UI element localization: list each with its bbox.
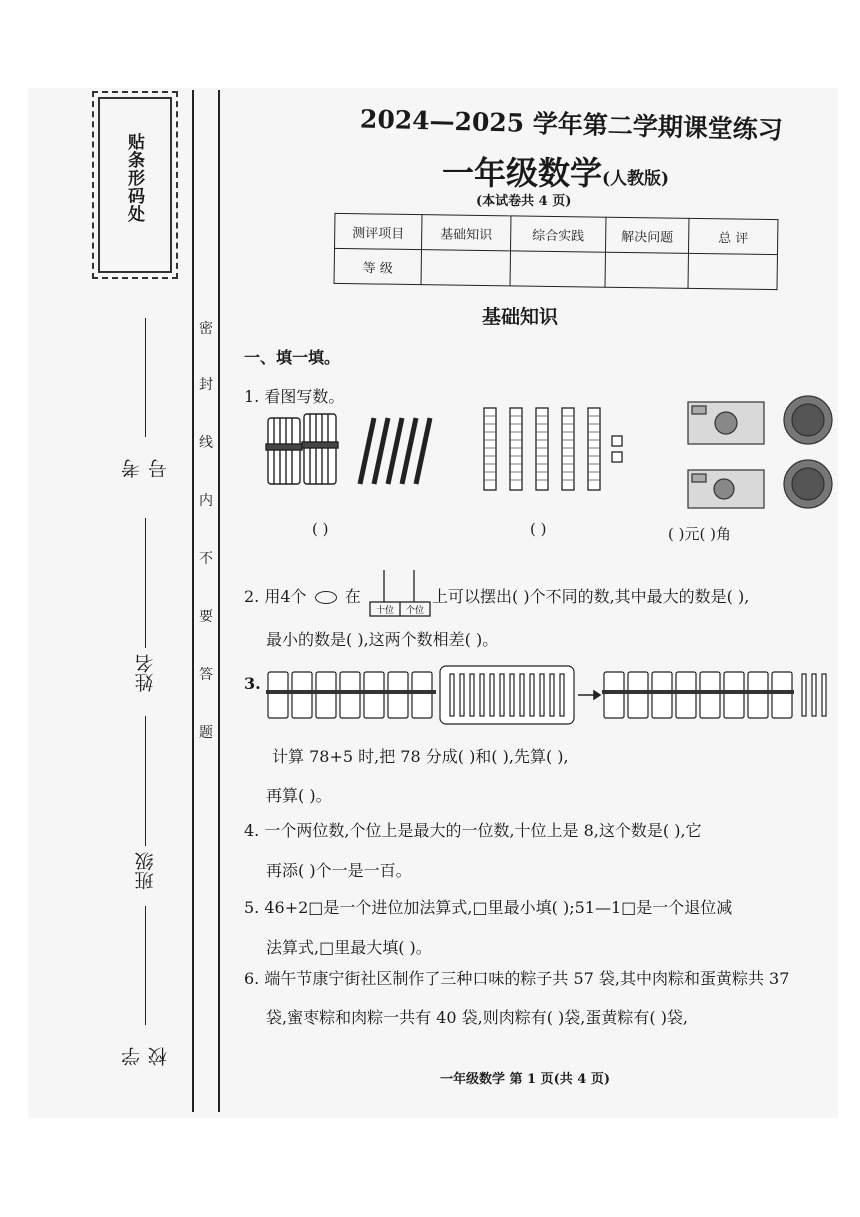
seal-char: 题 [199, 725, 213, 741]
seal-char: 封 [199, 377, 213, 393]
section-title: 基础知识 [482, 306, 559, 328]
question-4-line2: 再添( )个一是一百。 [266, 861, 412, 880]
eval-grade-cell[interactable] [510, 251, 605, 287]
subject-label: 一年级数学 [442, 154, 603, 192]
binding-line-inner [218, 90, 220, 1112]
q2-text-b: 在 [344, 587, 361, 606]
eval-row-label: 等 级 [334, 248, 421, 284]
eval-grade-cell[interactable] [421, 250, 510, 286]
abacus-tens-label: 十位 [375, 606, 395, 616]
exam-subject [442, 148, 669, 194]
question-6-line2: 袋,蜜枣粽和肉粽一共有 40 袋,则肉粽有( )袋,蛋黄粽有( )袋, [266, 1008, 689, 1027]
eval-header-cell: 基础知识 [422, 215, 511, 251]
barcode-area [92, 91, 178, 279]
question-2-line2: 最小的数是( ),这两个数相差( )。 [266, 630, 499, 649]
class-field [118, 710, 172, 890]
q2-text-a: 2. 用4个 [244, 587, 307, 606]
eval-grade-cell[interactable] [688, 253, 777, 289]
exam-title: 2024—2025 学年第二学期课堂练习 [359, 104, 784, 145]
eval-header-cell: 解决问题 [605, 217, 688, 253]
seal-char: 答 [199, 667, 213, 683]
question-2-start [244, 584, 361, 607]
abacus-ones-label: 个位 [405, 606, 425, 616]
name-label: 姓名 [134, 654, 157, 692]
school-label: 学校 [121, 1047, 170, 1066]
q1-answer-blank-b[interactable]: ( ) [530, 520, 547, 538]
q1-answer-blank-a[interactable]: ( ) [312, 520, 329, 538]
evaluation-table [334, 213, 779, 290]
school-field [118, 906, 172, 1066]
money-image [684, 392, 836, 504]
eval-header-cell: 测评项目 [335, 213, 422, 249]
edition-label: (人教版) [602, 169, 670, 189]
barcode-label: 贴条形码处 [124, 133, 144, 223]
page-footer: 一年级数学 第 1 页(共 4 页) [440, 1072, 611, 1087]
question-4-line1: 4. 一个两位数,个位上是最大的一位数,十位上是 8,这个数是( ),它 [244, 821, 702, 840]
class-label: 班级 [134, 852, 157, 890]
abacus-image [368, 568, 432, 618]
seal-char: 不 [199, 551, 213, 567]
eval-grade-cell[interactable] [605, 252, 688, 288]
question-3-number: 3. [244, 674, 261, 693]
seal-char: 密 [199, 321, 213, 337]
question-2-rest: 上可以摆出( )个不同的数,其中最大的数是( ), [432, 587, 750, 606]
eval-grade-row [334, 248, 777, 289]
question-1: 1. 看图写数。 [244, 387, 345, 406]
binding-line-outer [192, 90, 194, 1112]
exam-number-label: 考号 [121, 459, 170, 478]
question-5-line2: 法算式,□里最大填( )。 [266, 938, 432, 957]
eval-header-cell: 综合实践 [511, 216, 606, 252]
eval-header-cell: 总 评 [688, 218, 777, 254]
part-one-heading: 一、填一填。 [244, 348, 341, 367]
q1-answer-blank-money[interactable]: ( )元( )角 [668, 525, 731, 543]
question-3-line1: 计算 78+5 时,把 78 分成( )和( ),先算( ), [272, 747, 569, 766]
seal-char: 内 [199, 493, 213, 509]
cube-rods-image [480, 404, 630, 494]
question-3-line2: 再算( )。 [266, 786, 332, 805]
seal-char: 要 [199, 609, 213, 625]
question-5-line1: 5. 46+2□是一个进位加法算式,□里最小填( );51—1□是一个退位减 [244, 898, 733, 917]
question-6-line1: 6. 端午节康宁街社区制作了三种口味的粽子共 57 袋,其中肉粽和蛋黄粽共 37 [244, 969, 790, 988]
seal-char: 线 [199, 435, 213, 451]
q3-bundles-image [264, 664, 834, 726]
name-field [118, 512, 172, 692]
pages-note: (本试卷共 4 页) [476, 194, 572, 209]
bead-icon [315, 591, 337, 604]
stick-bundles-image [262, 408, 447, 493]
exam-number-field [118, 318, 172, 478]
